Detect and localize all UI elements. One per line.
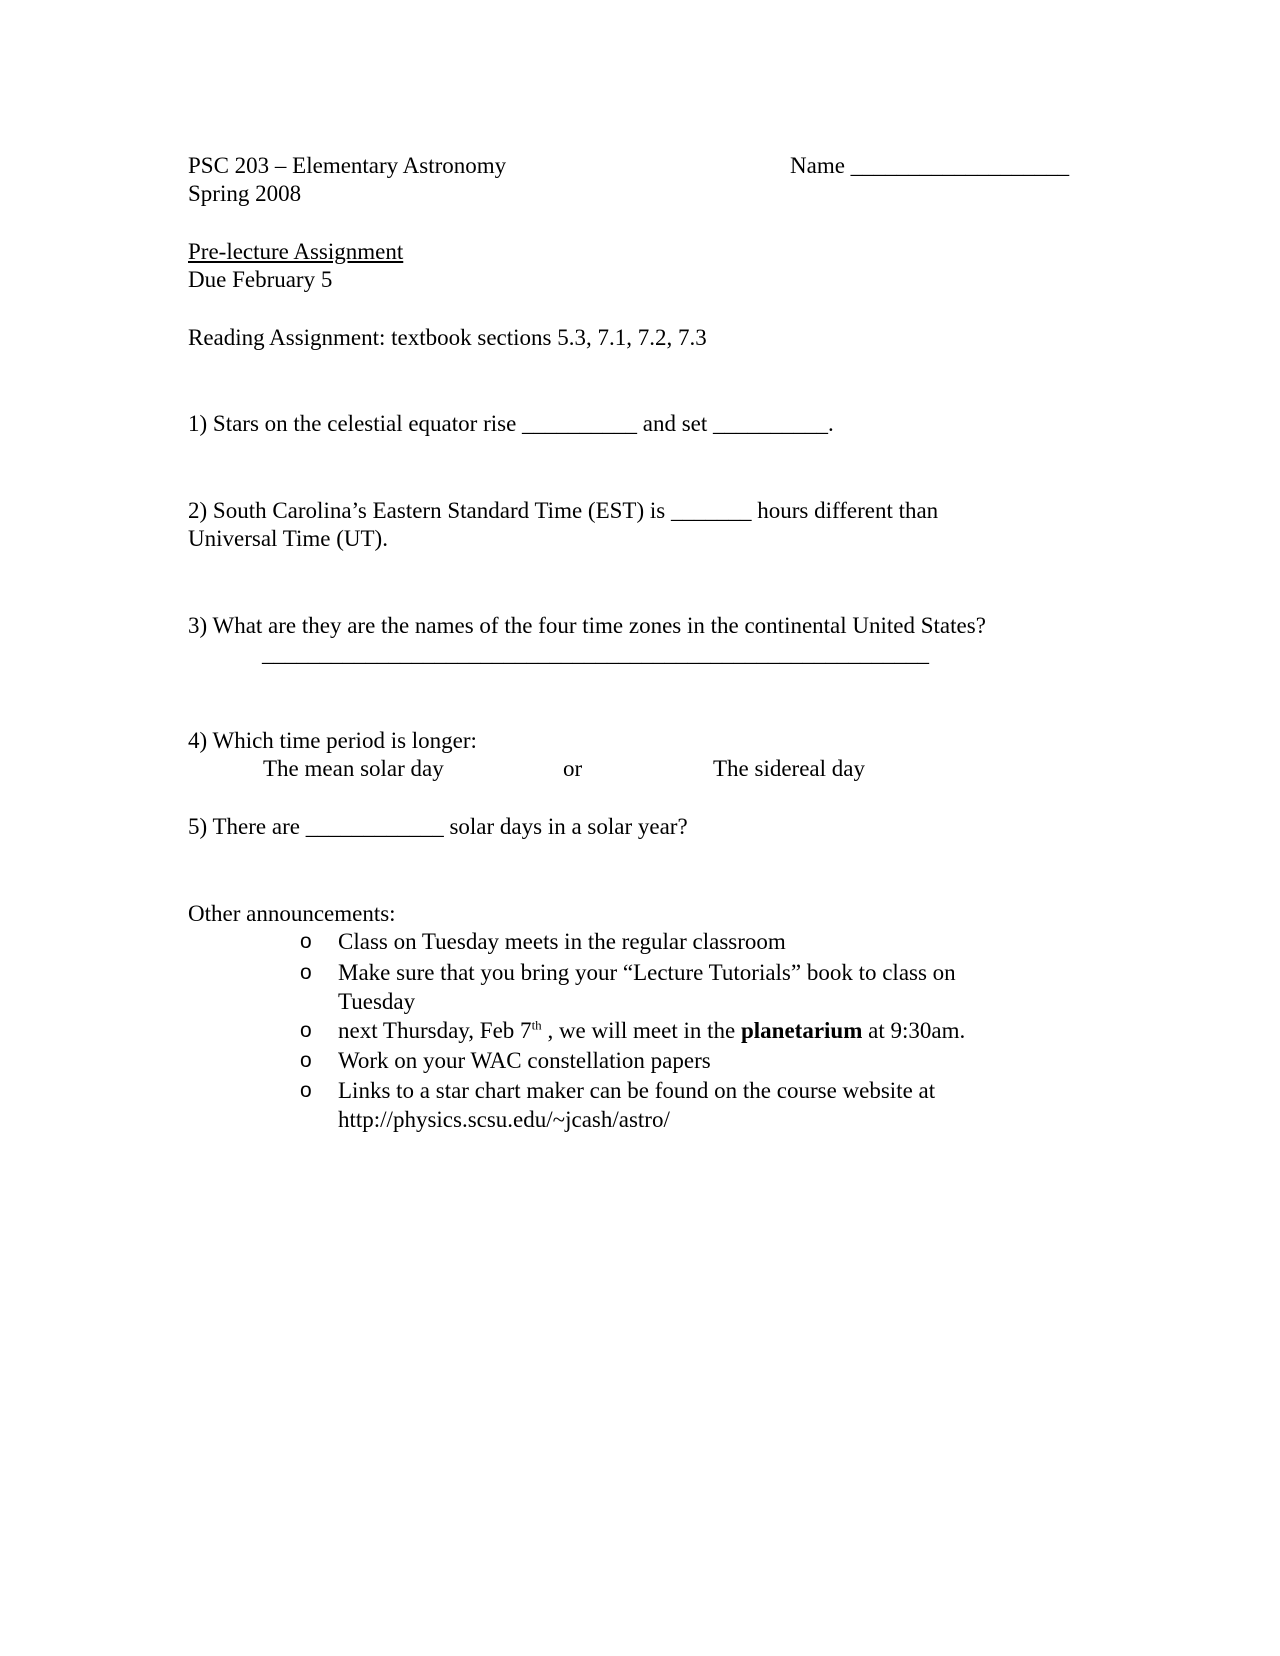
question-1: 1) Stars on the celestial equator rise __________ and set __________. [188, 411, 834, 436]
question-4-option-sidereal-day: The sidereal day [713, 756, 865, 781]
question-3-answer-blank: __________________________________________________________ [262, 641, 929, 666]
question-3: 3) What are they are the names of the four time zones in the continental United States? [188, 613, 986, 638]
announcements-heading: Other announcements: [188, 901, 396, 926]
question-5: 5) There are ____________ solar days in a solar year? [188, 814, 688, 839]
announcement-item-2-line-1: Make sure that you bring your “Lecture Tutorials” book to class on [338, 960, 956, 985]
bullet-marker: o [300, 930, 312, 953]
announcement-item-4: Work on your WAC constellation papers [338, 1048, 711, 1073]
name-field: Name ___________________ [790, 153, 1070, 178]
course-website-url: http://physics.scsu.edu/~jcash/astro/ [338, 1107, 670, 1132]
assignment-title: Pre-lecture Assignment [188, 239, 404, 264]
announcement-item-3-end: at 9:30am. [862, 1018, 966, 1043]
question-2-line-1: 2) South Carolina’s Eastern Standard Time (EST) is _______ hours different than [188, 498, 939, 523]
question-2-line-2: Universal Time (UT). [188, 526, 388, 551]
question-4-option-mean-solar-day: The mean solar day [263, 756, 444, 781]
bullet-marker: o [300, 1019, 312, 1042]
question-4: 4) Which time period is longer: [188, 728, 477, 753]
reading-assignment: Reading Assignment: textbook sections 5.3, 7.1, 7.2, 7.3 [188, 325, 707, 350]
announcement-item-1: Class on Tuesday meets in the regular classroom [338, 929, 786, 954]
bullet-marker: o [300, 1049, 312, 1072]
due-date: Due February 5 [188, 267, 333, 292]
course-title: PSC 203 – Elementary Astronomy [188, 153, 507, 178]
announcement-item-5-line-1: Links to a star chart maker can be found on the course website at [338, 1078, 936, 1103]
bullet-marker: o [300, 1079, 312, 1102]
announcement-item-3-text: next Thursday, Feb 7 [338, 1018, 532, 1043]
announcement-item-3-mid: , we will meet in the [541, 1018, 741, 1043]
announcement-item-2-line-2: Tuesday [338, 989, 416, 1014]
question-4-or: or [563, 756, 583, 781]
bullet-marker: o [300, 961, 312, 984]
ordinal-suffix: th [531, 1017, 542, 1033]
announcement-item-3 [338, 1017, 965, 1045]
planetarium-emphasis: planetarium [740, 1018, 863, 1043]
term-label: Spring 2008 [188, 181, 302, 206]
